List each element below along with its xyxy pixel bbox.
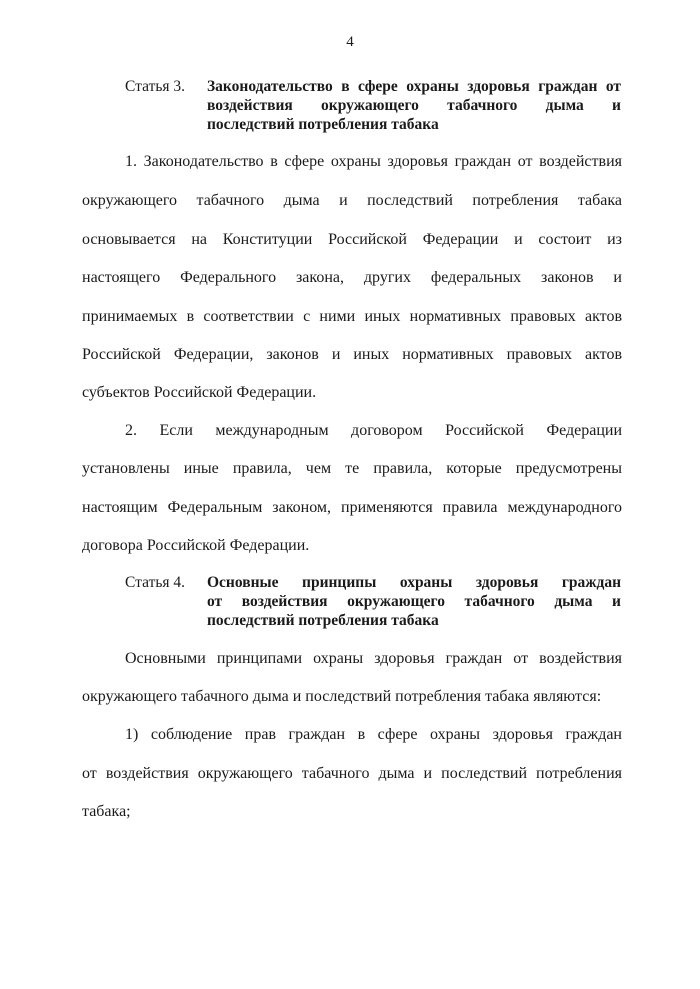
paragraph-line: окружающего табачного дыма и последствий потребления табака [82,192,622,209]
article-4-title [207,573,621,630]
paragraph-line: установлены иные правила, чем те правила, которые предусмотрены [82,460,622,477]
list-item-line: от воздействия окружающего табачного дыма и последствий потребления [82,765,622,782]
article-4-heading [125,573,621,630]
article-4-title-line: Основные принципы охраны здоровья граждан [207,574,621,591]
article-3-title-line: воздействия окружающего табачного дыма и [207,97,621,114]
article-3-title-line: Законодательство в сфере охраны здоровья граждан от [207,78,621,95]
article-3-title [207,77,621,134]
paragraph-line: договора Российской Федерации. [82,537,310,554]
article-4-label: Статья 4. [125,574,186,591]
paragraph-line: Российской Федерации, законов и иных нормативных правовых актов [82,346,622,363]
article-4-title-line: от воздействия окружающего табачного дыма и [207,593,621,610]
paragraph-line: субъектов Российской Федерации. [82,384,317,401]
paragraph-line: окружающего табачного дыма и последствий потребления табака являются: [82,688,602,705]
article-4-title-line: последствий потребления табака [207,612,439,629]
paragraph-line: 2. Если международным договором Российской Федерации [125,422,622,439]
paragraph-line: 1. Законодательство в сфере охраны здоровья граждан от воздействия [125,153,622,170]
list-item-line: 1) соблюдение прав граждан в сфере охраны здоровья граждан [125,726,622,743]
article-3-heading [125,77,621,134]
list-item-line: табака; [82,803,131,820]
page-number: 4 [346,34,354,50]
paragraph-line: настоящим Федеральным законом, применяются правила международного [82,499,622,516]
paragraph-line: основывается на Конституции Российской Федерации и состоит из [82,231,622,248]
paragraph-line: Основными принципами охраны здоровья граждан от воздействия [125,650,622,667]
article-3-title-line: последствий потребления табака [207,116,439,133]
paragraph-line: принимаемых в соответствии с ними иных нормативных правовых актов [82,308,622,325]
paragraph-line: настоящего Федерального закона, других федеральных законов и [82,269,622,286]
article-3-label: Статья 3. [125,78,186,95]
